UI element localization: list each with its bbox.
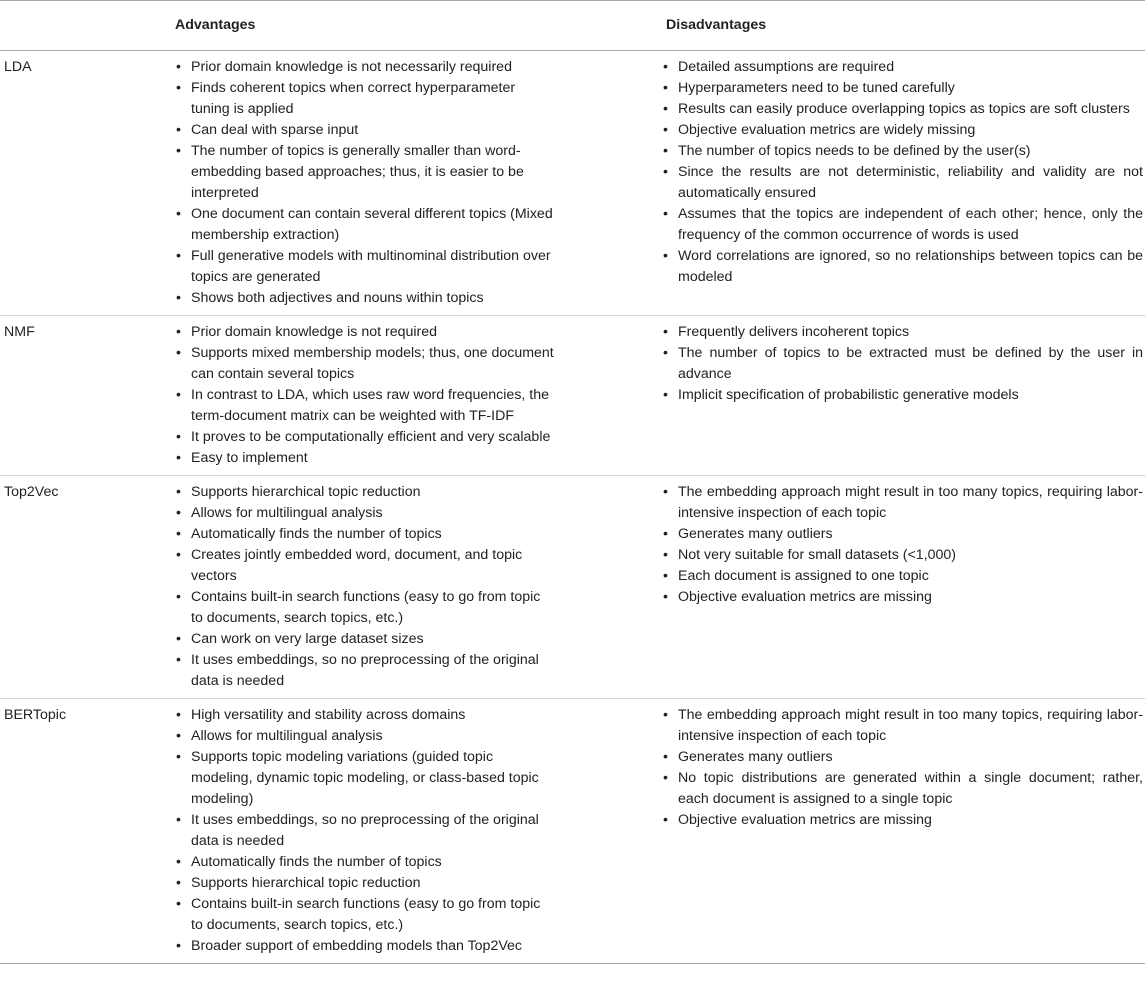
bullet-icon: • [176, 450, 181, 466]
method-name: Top2Vec [0, 476, 163, 699]
list-item [175, 427, 554, 448]
list-item [662, 385, 1143, 406]
list-item [175, 629, 554, 650]
list-item [662, 99, 1143, 120]
advantage-text: Broader support of embedding models than Top2Vec [191, 938, 523, 954]
disadvantage-text: The embedding approach might result in too many topics, requiring labor-intensive inspection of each topic [678, 484, 1143, 521]
list-item [662, 524, 1143, 545]
disadvantage-text: Since the results are not deterministic, reliability and validity are not automatically ensured [678, 164, 1143, 201]
method-name: BERTopic [0, 699, 163, 964]
list-item [662, 566, 1143, 587]
list-item [175, 204, 554, 246]
method-name: NMF [0, 316, 163, 476]
bullet-icon: • [176, 143, 181, 159]
bullet-icon: • [176, 728, 181, 744]
bullet-icon: • [176, 59, 181, 75]
bullet-icon: • [176, 484, 181, 500]
list-item [175, 650, 554, 692]
advantage-text: Supports hierarchical topic reduction [191, 875, 421, 891]
advantage-text: It proves to be computationally efficient and very scalable [191, 429, 551, 445]
bullet-icon: • [663, 206, 668, 222]
disadvantages-cell [654, 51, 1145, 316]
list-item [175, 246, 554, 288]
bullet-icon: • [176, 631, 181, 647]
bullet-icon: • [663, 80, 668, 96]
advantage-text: Allows for multilingual analysis [191, 728, 383, 744]
bullet-icon: • [176, 812, 181, 828]
advantage-text: Can work on very large dataset sizes [191, 631, 424, 647]
bullet-icon: • [176, 290, 181, 306]
list-item [175, 810, 554, 852]
list-item [175, 385, 554, 427]
advantage-text: Automatically finds the number of topics [191, 854, 442, 870]
bullet-icon: • [176, 896, 181, 912]
disadvantage-text: Assumes that the topics are independent of each other; hence, only the frequency of the common occurrence of words is used [678, 206, 1143, 243]
advantages-cell [163, 699, 654, 964]
bullet-icon: • [176, 387, 181, 403]
list-item [662, 343, 1143, 385]
disadvantages-list [654, 322, 1145, 406]
disadvantages-cell [654, 476, 1145, 699]
advantage-text: Full generative models with multinominal distribution over topics are generated [191, 248, 551, 285]
advantage-text: It uses embeddings, so no preprocessing of the original data is needed [191, 652, 539, 689]
bullet-icon: • [176, 875, 181, 891]
bullet-icon: • [176, 122, 181, 138]
disadvantage-text: Generates many outliers [678, 526, 833, 542]
table-row [0, 476, 1145, 699]
disadvantage-text: The number of topics needs to be defined by the user(s) [678, 143, 1031, 159]
advantage-text: Easy to implement [191, 450, 308, 466]
advantage-text: The number of topics is generally smaller than word-embedding based approaches; thus, it is easier to be interpreted [191, 143, 524, 201]
advantage-text: Finds coherent topics when correct hyperparameter tuning is applied [191, 80, 516, 117]
advantage-text: Automatically finds the number of topics [191, 526, 442, 542]
bullet-icon: • [663, 547, 668, 563]
disadvantage-text: Results can easily produce overlapping topics as topics are soft clusters [678, 101, 1130, 117]
list-item [175, 120, 554, 141]
bullet-icon: • [663, 143, 668, 159]
bullet-icon: • [663, 324, 668, 340]
bullet-icon: • [663, 812, 668, 828]
disadvantage-text: Hyperparameters need to be tuned carefully [678, 80, 955, 96]
list-item [662, 120, 1143, 141]
list-item [175, 705, 554, 726]
list-item [175, 141, 554, 204]
disadvantages-list [654, 482, 1145, 608]
table-row [0, 51, 1145, 316]
list-item [175, 726, 554, 747]
advantage-text: Prior domain knowledge is not necessarily required [191, 59, 512, 75]
disadvantage-text: Objective evaluation metrics are widely missing [678, 122, 976, 138]
advantage-text: It uses embeddings, so no preprocessing of the original data is needed [191, 812, 539, 849]
advantage-text: Contains built-in search functions (easy to go from topic to documents, search topics, etc.) [191, 589, 541, 626]
list-item [175, 747, 554, 810]
bullet-icon: • [663, 749, 668, 765]
advantage-text: One document can contain several different topics (Mixed membership extraction) [191, 206, 553, 243]
advantages-list [163, 482, 654, 692]
bullet-icon: • [176, 547, 181, 563]
list-item [662, 322, 1143, 343]
list-item [662, 747, 1143, 768]
list-item [175, 852, 554, 873]
advantage-text: Can deal with sparse input [191, 122, 359, 138]
disadvantage-text: Objective evaluation metrics are missing [678, 589, 932, 605]
advantages-cell [163, 316, 654, 476]
advantages-cell [163, 51, 654, 316]
table-body [0, 51, 1145, 964]
header-disadvantages: Disadvantages [654, 1, 1145, 51]
bullet-icon: • [176, 429, 181, 445]
list-item [175, 448, 554, 469]
header-advantages: Advantages [163, 1, 654, 51]
list-item [662, 545, 1143, 566]
disadvantage-text: Word correlations are ignored, so no relationships between topics can be modeled [678, 248, 1143, 285]
advantage-text: Creates jointly embedded word, document, and topic vectors [191, 547, 523, 584]
disadvantage-text: Detailed assumptions are required [678, 59, 895, 75]
disadvantage-text: Not very suitable for small datasets (<1,000) [678, 547, 956, 563]
bullet-icon: • [176, 324, 181, 340]
disadvantages-list [654, 57, 1145, 288]
disadvantage-text: Frequently delivers incoherent topics [678, 324, 910, 340]
list-item [175, 288, 554, 309]
advantage-text: Prior domain knowledge is not required [191, 324, 438, 340]
list-item [662, 246, 1143, 288]
bullet-icon: • [663, 248, 668, 264]
list-item [662, 810, 1143, 831]
list-item [175, 482, 554, 503]
bullet-icon: • [663, 568, 668, 584]
list-item [175, 343, 554, 385]
disadvantage-text: Implicit specification of probabilistic generative models [678, 387, 1019, 403]
list-item [175, 545, 554, 587]
bullet-icon: • [663, 387, 668, 403]
advantage-text: Supports mixed membership models; thus, one document can contain several topics [191, 345, 554, 382]
bullet-icon: • [176, 80, 181, 96]
advantage-text: Supports topic modeling variations (guided topic modeling, dynamic topic modeling, or class-based topic modeling) [191, 749, 539, 807]
list-item [175, 78, 554, 120]
bullet-icon: • [663, 122, 668, 138]
bullet-icon: • [663, 770, 668, 786]
disadvantages-cell [654, 699, 1145, 964]
advantage-text: Contains built-in search functions (easy to go from topic to documents, search topics, etc.) [191, 896, 541, 933]
advantage-text: Allows for multilingual analysis [191, 505, 383, 521]
list-item [175, 936, 554, 957]
disadvantage-text: No topic distributions are generated within a single document; rather, each document is assigned to a single topic [678, 770, 1143, 807]
list-item [662, 705, 1143, 747]
disadvantages-list [654, 705, 1145, 831]
method-name: LDA [0, 51, 163, 316]
bullet-icon: • [176, 854, 181, 870]
bullet-icon: • [176, 206, 181, 222]
list-item [662, 482, 1143, 524]
disadvantage-text: The embedding approach might result in too many topics, requiring labor-intensive inspection of each topic [678, 707, 1143, 744]
bullet-icon: • [663, 345, 668, 361]
bullet-icon: • [663, 164, 668, 180]
header-row [0, 1, 1145, 51]
list-item [662, 78, 1143, 99]
bullet-icon: • [663, 707, 668, 723]
bullet-icon: • [176, 505, 181, 521]
bullet-icon: • [663, 484, 668, 500]
list-item [175, 322, 554, 343]
bullet-icon: • [663, 59, 668, 75]
advantages-list [163, 322, 654, 469]
list-item [175, 57, 554, 78]
list-item [175, 873, 554, 894]
disadvantage-text: Objective evaluation metrics are missing [678, 812, 932, 828]
list-item [175, 587, 554, 629]
advantage-text: High versatility and stability across domains [191, 707, 466, 723]
table-row [0, 699, 1145, 964]
advantage-text: Supports hierarchical topic reduction [191, 484, 421, 500]
bullet-icon: • [176, 589, 181, 605]
list-item [662, 162, 1143, 204]
advantage-text: In contrast to LDA, which uses raw word frequencies, the term-document matrix can be weighted with TF-IDF [191, 387, 550, 424]
bullet-icon: • [176, 248, 181, 264]
header-method [0, 1, 163, 51]
bullet-icon: • [176, 749, 181, 765]
list-item [662, 57, 1143, 78]
bullet-icon: • [176, 526, 181, 542]
bullet-icon: • [663, 589, 668, 605]
list-item [662, 768, 1143, 810]
bullet-icon: • [663, 101, 668, 117]
bullet-icon: • [176, 938, 181, 954]
disadvantages-cell [654, 316, 1145, 476]
disadvantage-text: Each document is assigned to one topic [678, 568, 929, 584]
advantages-list [163, 57, 654, 309]
advantages-cell [163, 476, 654, 699]
bullet-icon: • [176, 345, 181, 361]
bullet-icon: • [176, 707, 181, 723]
disadvantage-text: Generates many outliers [678, 749, 833, 765]
disadvantage-text: The number of topics to be extracted must be defined by the user in advance [678, 345, 1143, 382]
list-item [662, 587, 1143, 608]
list-item [175, 894, 554, 936]
list-item [175, 503, 554, 524]
list-item [662, 204, 1143, 246]
table-row [0, 316, 1145, 476]
bullet-icon: • [176, 652, 181, 668]
list-item [175, 524, 554, 545]
bullet-icon: • [663, 526, 668, 542]
advantages-list [163, 705, 654, 957]
list-item [662, 141, 1143, 162]
advantage-text: Shows both adjectives and nouns within topics [191, 290, 484, 306]
